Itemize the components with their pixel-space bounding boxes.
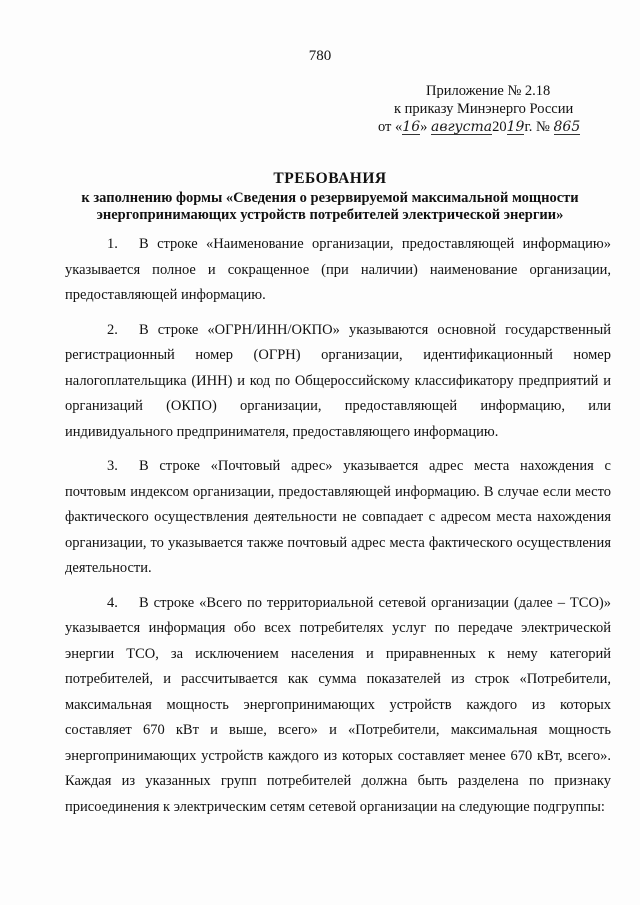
paragraph-text: В строке «Почтовый адрес» указывается адрес места нахождения с почтовым индексом организации, предоставляющей информацию. В случае если место фактического осуществления деятельности не совпадает с адресом места нахождения организации, то указывается также почтовый адрес места фактического осуществления деятельности. [65, 458, 611, 576]
appendix-block [378, 82, 618, 136]
date-prefix: от « [378, 119, 403, 135]
year-prefix: 20 [492, 119, 507, 135]
date-mid: » [420, 119, 428, 135]
handwritten-order-number: 865 [553, 119, 581, 135]
paragraph-2 [65, 318, 611, 446]
heading-title: ТРЕБОВАНИЯ [273, 170, 387, 187]
handwritten-day: 16 [402, 119, 421, 135]
paragraph-number: 1. [107, 236, 118, 252]
paragraph-number: 4. [107, 594, 118, 611]
paragraph-4 [65, 591, 611, 821]
document-heading [60, 170, 600, 224]
appendix-order-date [378, 118, 618, 136]
paragraph-number: 2. [107, 321, 118, 338]
paragraph-3 [65, 454, 611, 582]
paragraph-number: 3. [107, 458, 118, 474]
document-body [65, 232, 611, 829]
paragraph-text: В строке «Наименование организации, предоставляющей информацию» указывается полное и сокращенное (при наличии) наименование организации, предоставляющей информацию. [65, 236, 611, 303]
paragraph-text: В строке «ОГРН/ИНН/ОКПО» указываются основной государственный регистрационный номер (ОГРН) организации, идентификационный номер налогоплательщика (ИНН) и код по Общероссийскому классификатору предприятий и организаций (ОКПО) организации, предоставляющей информацию, или индивидуального предпринимателя, предоставляющего информацию. [65, 321, 611, 440]
paragraph-text: В строке «Всего по территориальной сетевой организации (далее – ТСО)» указывается информация обо всех потребителях услуг по передаче электрической энергии ТСО, за исключением населения и приравненных к нему категорий потребителей, и рассчитывается как сумма показателей из строк «Потребители, максимальная мощность энергопринимающих устройств каждого из которых составляет 670 кВт и выше, всего» и «Потребители, максимальная мощность энергопринимающих устройств каждого из которых составляет менее 670 кВт, всего». Каждая из указанных групп потребителей должна быть разделена по признаку присоединения к электрическим сетям сетевой организации на следующие подгруппы: [65, 594, 611, 815]
page-number: 780 [308, 48, 332, 64]
handwritten-month: августа [430, 119, 493, 135]
heading-subtitle-line2: энергопринимающих устройств потребителей электрической энергии» [96, 207, 564, 223]
heading-subtitle-line1: к заполнению формы «Сведения о резервируемой максимальной мощности [81, 190, 579, 206]
paragraph-1 [65, 232, 611, 309]
appendix-title: Приложение № 2.18 [426, 83, 551, 99]
handwritten-year: 19 [506, 119, 525, 135]
appendix-order-reference: к приказу Минэнерго России [394, 101, 574, 117]
number-prefix: г. № [524, 119, 554, 135]
